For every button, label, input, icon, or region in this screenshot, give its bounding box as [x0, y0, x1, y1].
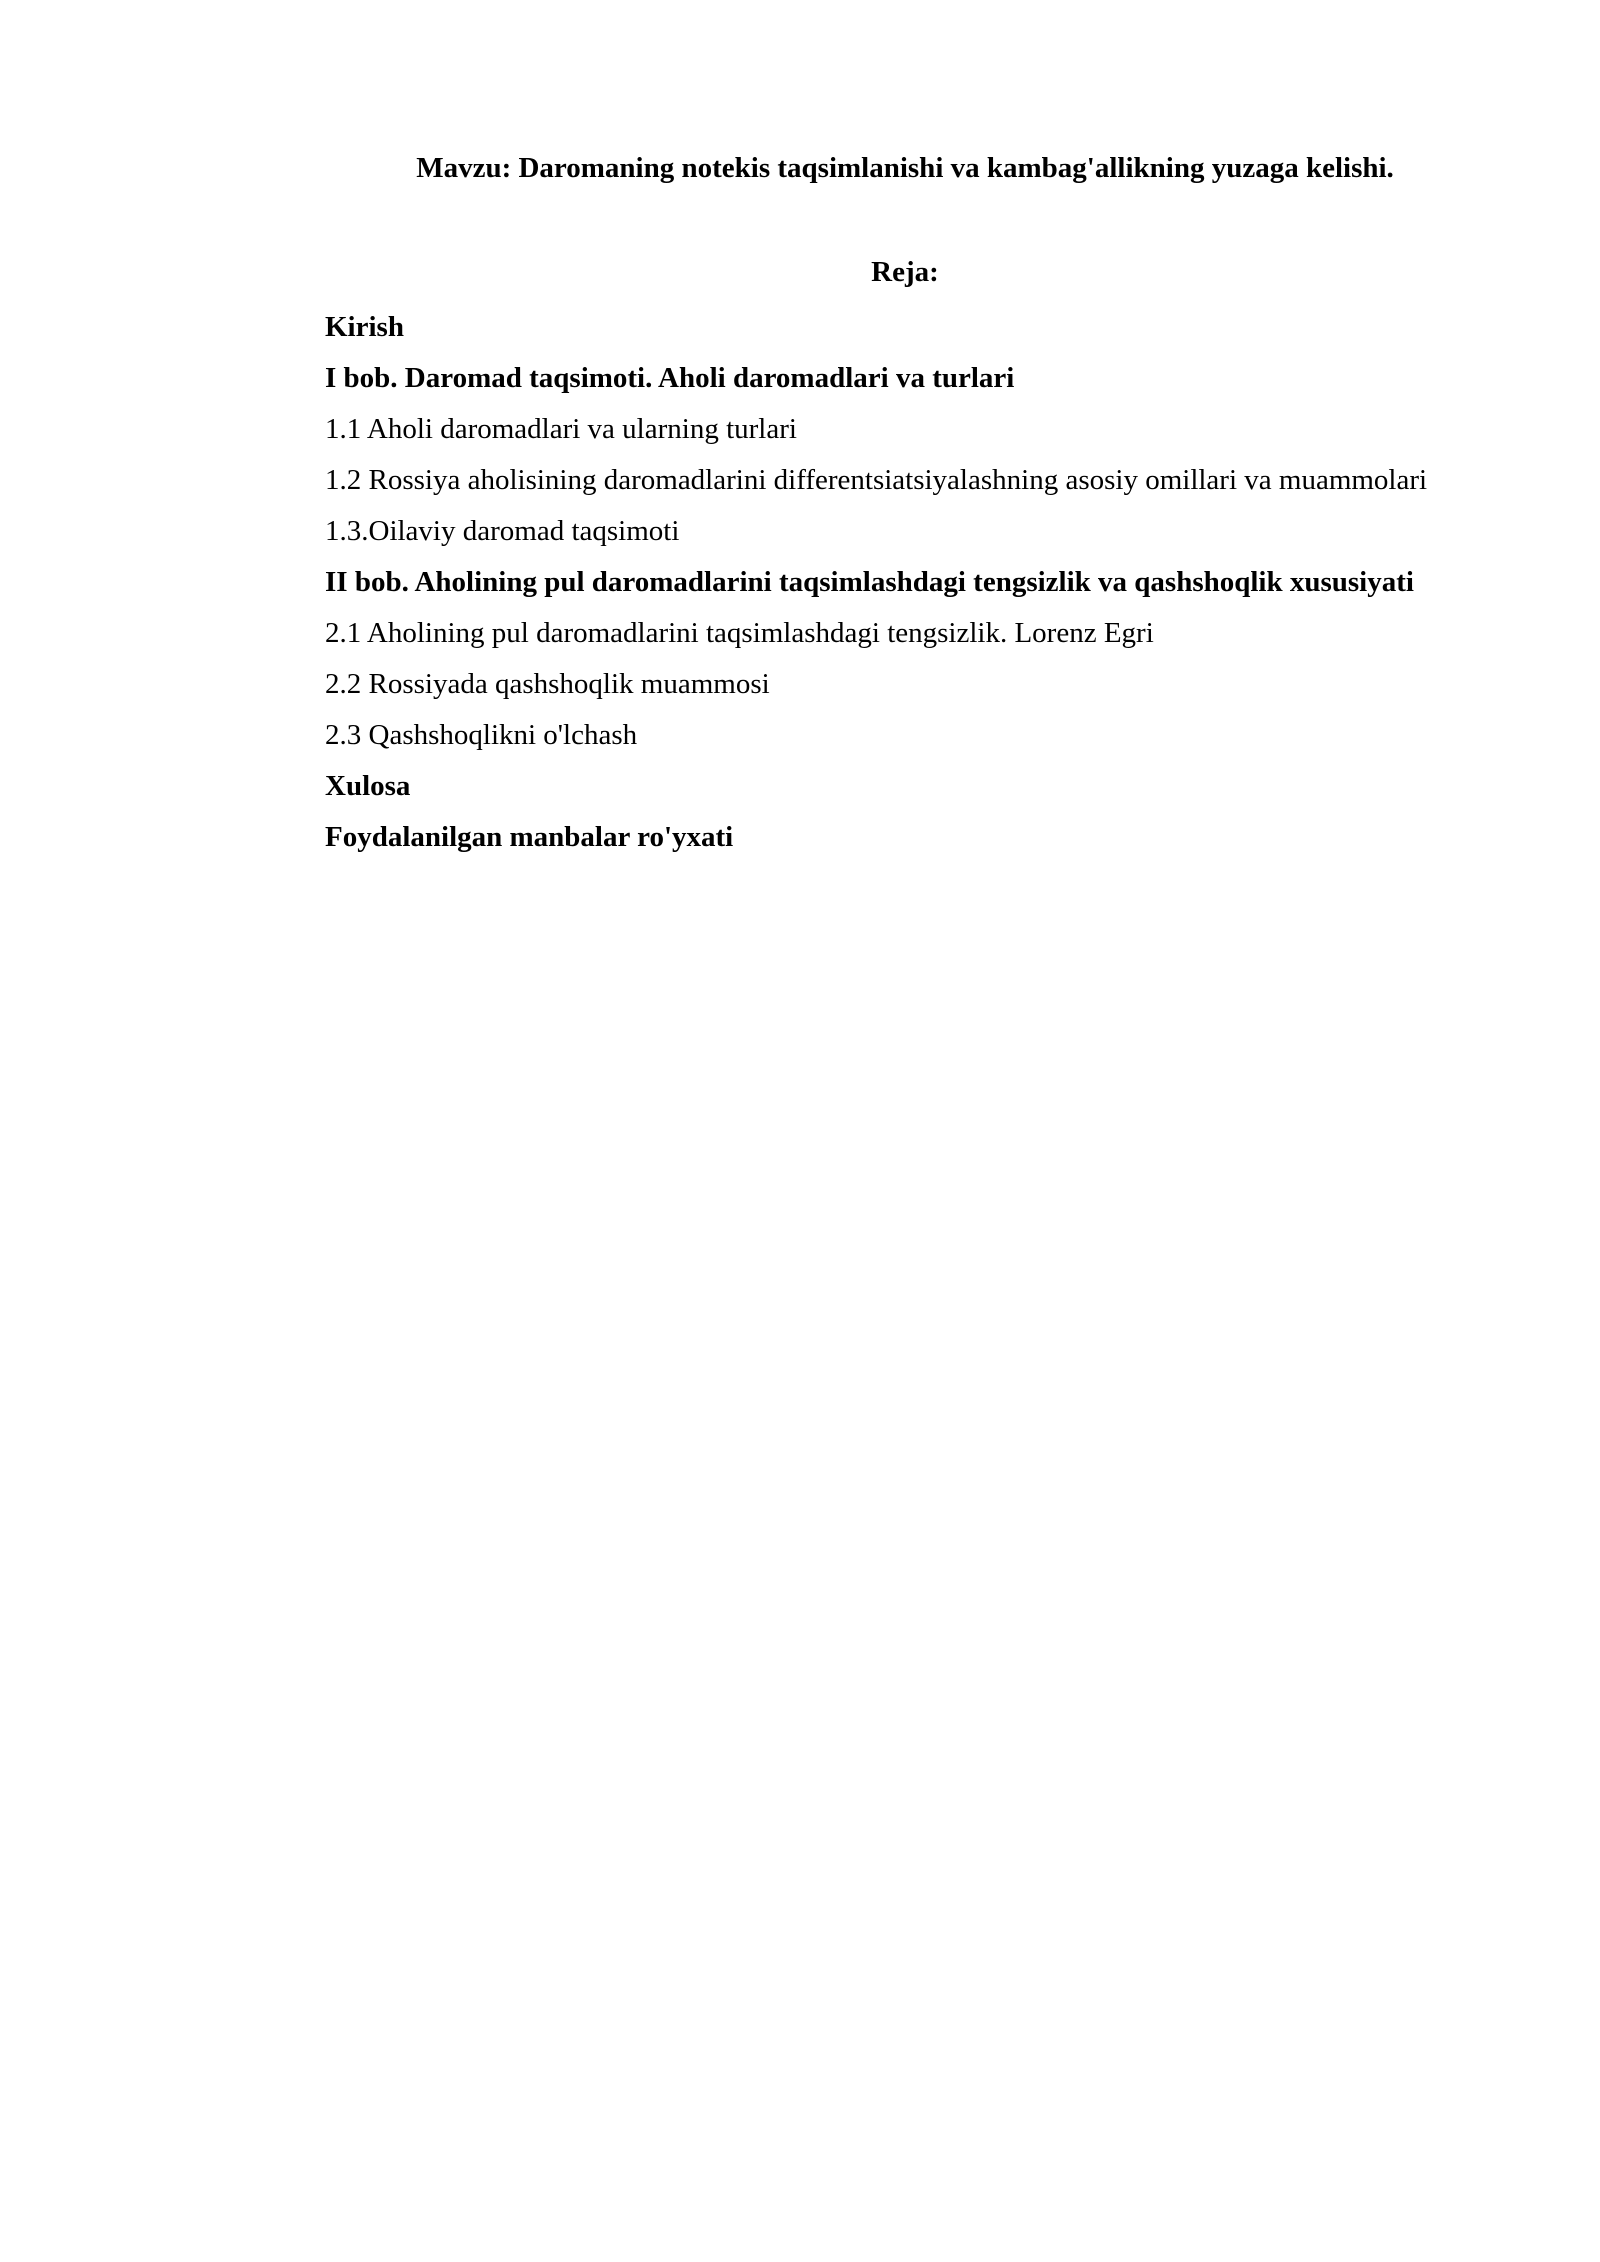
- toc-section-2-3: 2.3 Qashshoqlikni o'lchash: [325, 719, 638, 751]
- toc-section-1-1: 1.1 Aholi daromadlari va ularning turlari: [325, 413, 797, 445]
- toc-section-1-3: 1.3.Oilaviy daromad taqsimoti: [325, 515, 680, 547]
- toc-chapter-2: II bob. Aholining pul daromadlarini taqsimlashdagi tengsizlik va qashshoqlik xususiyati: [325, 566, 1414, 598]
- toc-chapter-1: I bob. Daromad taqsimoti. Aholi daromadlari va turlari: [325, 362, 1015, 394]
- toc-section-2-2: 2.2 Rossiyada qashshoqlik muammosi: [325, 668, 770, 700]
- toc-item-conclusion: Xulosa: [325, 770, 411, 802]
- toc-item-references: Foydalanilgan manbalar ro'yxati: [325, 821, 734, 853]
- document-title: Mavzu: Daromaning notekis taqsimlanishi va kambag'allikning yuzaga kelishi.: [416, 152, 1394, 184]
- plan-heading: Reja:: [871, 256, 939, 288]
- toc-section-1-2: 1.2 Rossiya aholisining daromadlarini differentsiatsiyalashning asosiy omillari va muammolari: [325, 464, 1428, 496]
- toc-item-introduction: Kirish: [325, 311, 404, 343]
- table-of-contents: [325, 302, 1495, 863]
- toc-section-2-1: 2.1 Aholining pul daromadlarini taqsimlashdagi tengsizlik. Lorenz Egri: [325, 617, 1154, 649]
